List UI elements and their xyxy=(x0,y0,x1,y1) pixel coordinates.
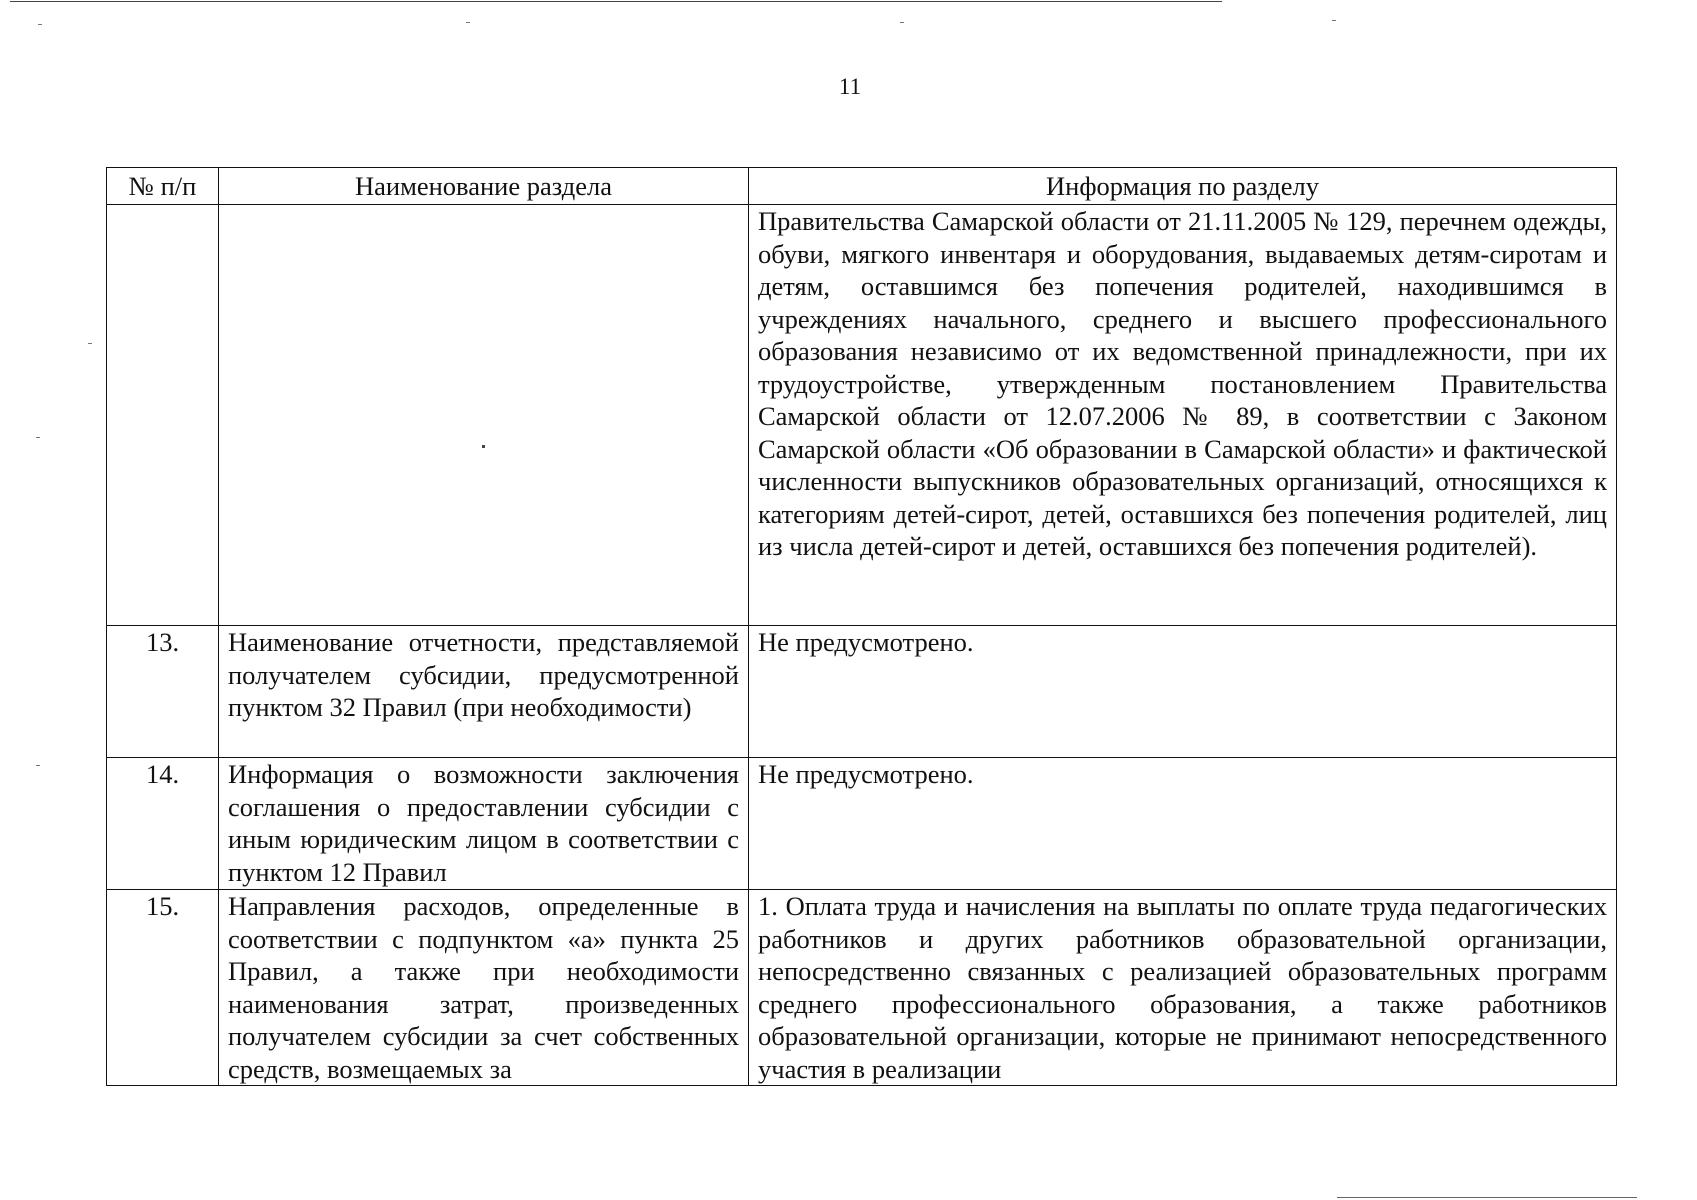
table-header-row xyxy=(107,168,1617,205)
scan-edge-bottom xyxy=(1337,1197,1637,1198)
page-number: 11 xyxy=(838,74,862,99)
scan-speck xyxy=(36,765,40,766)
row-info: 1. Оплата труда и начисления на выплаты по оплате труда педагогических работников и других работников образовательной организации, непосредственно связанных с реализацией образовательных программ среднего профессионального образования, а также работников образовательной организации, которые не принимают непосредственного участия в реализации xyxy=(749,890,1617,1086)
table-row xyxy=(107,626,1617,758)
row-info: Правительства Самарской области от 21.11.2005 № 129, перечнем одежды, обуви, мягкого инвентаря и оборудования, выдаваемых детям-сиротам и детям, оставшимся без попечения родителей, находившимся в учреждениях начального, среднего и высшего профессионального образования независимо от их ведомственной принадлежности, при их трудоустройстве, утвержденным постановлением Правительства Самарской области от 12.07.2006 № 89, в соответствии с Законом Самарской области «Об образовании в Самарской области» и фактической численности выпускников образовательных организаций, относящихся к категориям детей-сирот, детей, оставшихся без попечения родителей, лиц из числа детей-сирот и детей, оставшихся без попечения родителей). xyxy=(749,205,1617,626)
scan-speck xyxy=(36,437,40,438)
row-name: Направления расходов, определенные в соответствии с подпунктом «а» пункта 25 Правил, а также при необходимости наименования затрат, произведенных получателем субсидии за счет собственных средств, возмещаемых за xyxy=(219,890,749,1086)
header-number: № п/п xyxy=(107,168,219,205)
row-info: Не предусмотрено. xyxy=(749,758,1617,890)
scan-speck xyxy=(900,22,904,23)
scan-speck xyxy=(482,445,485,448)
row-number: 14. xyxy=(107,758,219,890)
table-row xyxy=(107,890,1617,1086)
scan-speck xyxy=(466,22,470,23)
scan-speck xyxy=(38,24,42,25)
scan-speck xyxy=(88,343,92,344)
row-info: Не предусмотрено. xyxy=(749,626,1617,758)
row-name-cell xyxy=(219,205,749,626)
row-name: Информация о возможности заключения соглашения о предоставлении субсидии с иным юридическим лицом в соответствии с пунктом 12 Правил xyxy=(219,758,749,890)
row-number: 15. xyxy=(107,890,219,1086)
row-number: 13. xyxy=(107,626,219,758)
table-row xyxy=(107,758,1617,890)
row-number xyxy=(107,205,219,626)
scan-edge-top xyxy=(10,1,1222,2)
header-section-info: Информация по разделу xyxy=(749,168,1617,205)
scan-speck xyxy=(1332,20,1336,21)
row-name: Наименование отчетности, представляемой получателем субсидии, предусмотренной пунктом 32 Правил (при необходимости) xyxy=(219,626,749,758)
header-section-name: Наименование раздела xyxy=(219,168,749,205)
document-table xyxy=(106,167,1617,1086)
table-row xyxy=(107,205,1617,626)
